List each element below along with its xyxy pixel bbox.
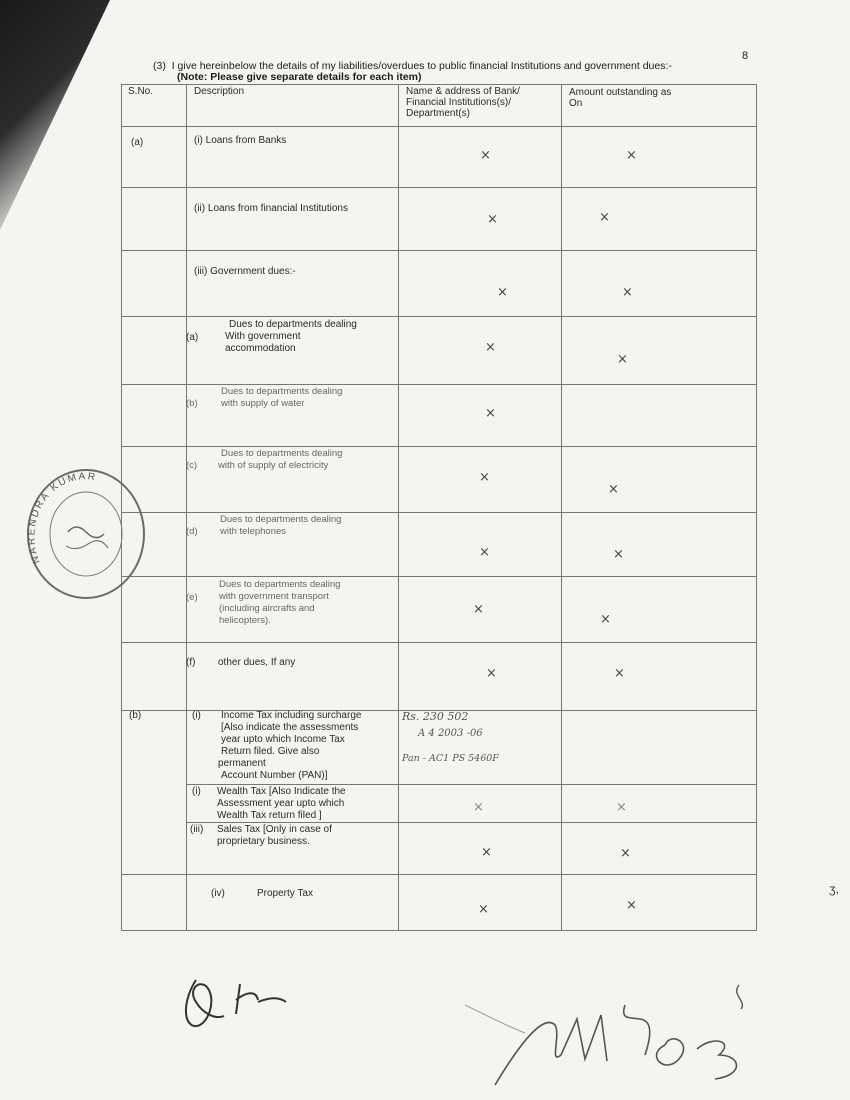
dues-d-text [220,514,341,538]
wealth-tax-text [217,786,346,822]
nil-mark: × [480,148,491,163]
income-tax-line: Return filed. Give also [221,746,320,757]
row-line [121,874,757,875]
nil-mark: × [622,285,633,300]
dues-f-text: other dues, If any [218,657,296,668]
note-text: Please give separate details for each item) [210,71,422,83]
header-bank-line: Name & address of Bank/ [406,86,520,97]
row-line [186,784,756,785]
dues-e-line: (including aircrafts and [219,603,315,614]
wealth-tax-label: (i) [192,786,201,797]
nil-mark: × [473,800,484,815]
nil-mark: × [617,352,628,367]
dues-a-text [225,319,357,355]
income-tax-line: Income Tax including surcharge [221,710,362,721]
nil-mark: × [479,545,490,560]
property-tax-label: (iv) [211,888,225,899]
row-line [121,316,757,317]
income-tax-label: (i) [192,710,201,721]
wealth-tax-line: Wealth Tax return filed ] [217,810,322,821]
header-amount [569,87,671,109]
row-line [121,250,757,251]
intro-number: (3) [153,60,166,72]
handwritten-pan: Pan - AC1 PS 5460F [402,753,499,764]
section-b-label: (b) [129,710,142,721]
note-line [177,71,422,83]
page-number: 8 [742,50,749,62]
header-bottom-line [121,126,757,127]
dues-e-line: helicopters). [219,615,271,626]
dues-e-line: with government transport [219,591,329,602]
margin-mark-icon: ʒ, [829,882,839,896]
signature-left-image [178,968,298,1038]
row-line [121,576,757,577]
nil-mark: × [485,406,496,421]
nil-mark: × [485,340,496,355]
income-tax-text [218,710,362,782]
nil-mark: × [497,285,508,300]
dues-c-line: Dues to departments dealing [221,448,343,459]
nil-mark: × [487,212,498,227]
dues-b-line: Dues to departments dealing [221,386,343,397]
wealth-tax-line: Assessment year upto which [217,798,345,809]
wealth-tax-line: Wealth Tax [Also Indicate the [217,786,346,797]
row-line [121,187,757,188]
row-line [186,822,756,823]
row-line [121,446,757,447]
dues-b-line: with supply of water [221,398,305,409]
table-top-line [121,84,757,85]
nil-mark: × [626,898,637,913]
dues-a-line: Dues to departments dealing [229,319,357,330]
signature-right-image [465,975,765,1095]
handwritten-year: A 4 2003 -06 [418,728,483,739]
col-desc-line [398,84,399,930]
sales-tax-label: (iii) [190,824,204,835]
handwritten-amount: Rs. 230 502 [402,710,469,723]
nil-mark: × [614,666,625,681]
svg-text:NARENDRA KUMAR: NARENDRA KUMAR [26,471,98,565]
dues-c-label: (c) [186,460,198,471]
header-description: Description [194,86,245,97]
col-sno-line [186,84,187,930]
note-label: (Note: [177,71,208,83]
loans-banks-text: (i) Loans from Banks [194,135,287,146]
nil-mark: × [613,547,624,562]
dues-e-label: (e) [186,592,198,603]
sales-tax-line: proprietary business. [217,836,310,847]
nil-mark: × [473,602,484,617]
dues-d-line: with telephones [220,526,287,537]
header-amount-line: Amount outstanding as [569,87,672,98]
table-right-line [756,84,757,930]
nil-mark: × [616,800,627,815]
loans-fi-text: (ii) Loans from financial Institutions [194,203,348,214]
header-bank-line: Financial Institutions(s)/ [406,97,512,108]
sales-tax-line: Sales Tax [Only in case of [217,824,332,835]
nil-mark: × [486,666,497,681]
row-line [121,642,757,643]
header-sno: S.No. [128,86,154,97]
rubber-stamp-image [18,462,148,602]
nil-mark: × [608,482,619,497]
dues-d-label: (d) [186,526,198,537]
income-tax-line: year upto which Income Tax [221,734,345,745]
dues-c-line: with of supply of electricity [218,460,329,471]
income-tax-line: Account Number (PAN)] [221,770,328,781]
header-bank-line: Department(s) [406,108,470,119]
dues-e-text [219,579,340,627]
dues-d-line: Dues to departments dealing [220,514,342,525]
row-line [121,384,757,385]
govt-dues-text: (iii) Government dues:- [194,266,296,277]
nil-mark: × [481,845,492,860]
nil-mark: × [626,148,637,163]
nil-mark: × [600,612,611,627]
col-bank-line [561,84,562,930]
scan-shadow-corner [0,0,110,230]
row-line [121,512,757,513]
dues-e-line: Dues to departments dealing [219,579,341,590]
dues-a-label: (a) [186,332,199,343]
sales-tax-text [217,824,332,848]
dues-f-label: (f) [186,657,196,668]
dues-a-line: accommodation [225,343,296,354]
income-tax-line: permanent [218,758,266,769]
dues-a-line: With government [225,331,301,342]
property-tax-text: Property Tax [257,888,313,899]
income-tax-line: [Also indicate the assessments [221,722,359,733]
dues-b-label: (b) [186,398,198,409]
nil-mark: × [620,846,631,861]
nil-mark: × [478,902,489,917]
header-bank [406,86,520,119]
dues-b-text [221,386,342,410]
table-bottom-line [121,930,757,931]
nil-mark: × [479,470,490,485]
nil-mark: × [599,210,610,225]
header-amount-line: On [569,98,583,109]
section-a-label: (a) [131,137,144,148]
intro-text: I give hereinbelow the details of my liabilities/overdues to public financial Institutions and government dues:- [171,60,672,72]
dues-c-text [218,448,342,472]
